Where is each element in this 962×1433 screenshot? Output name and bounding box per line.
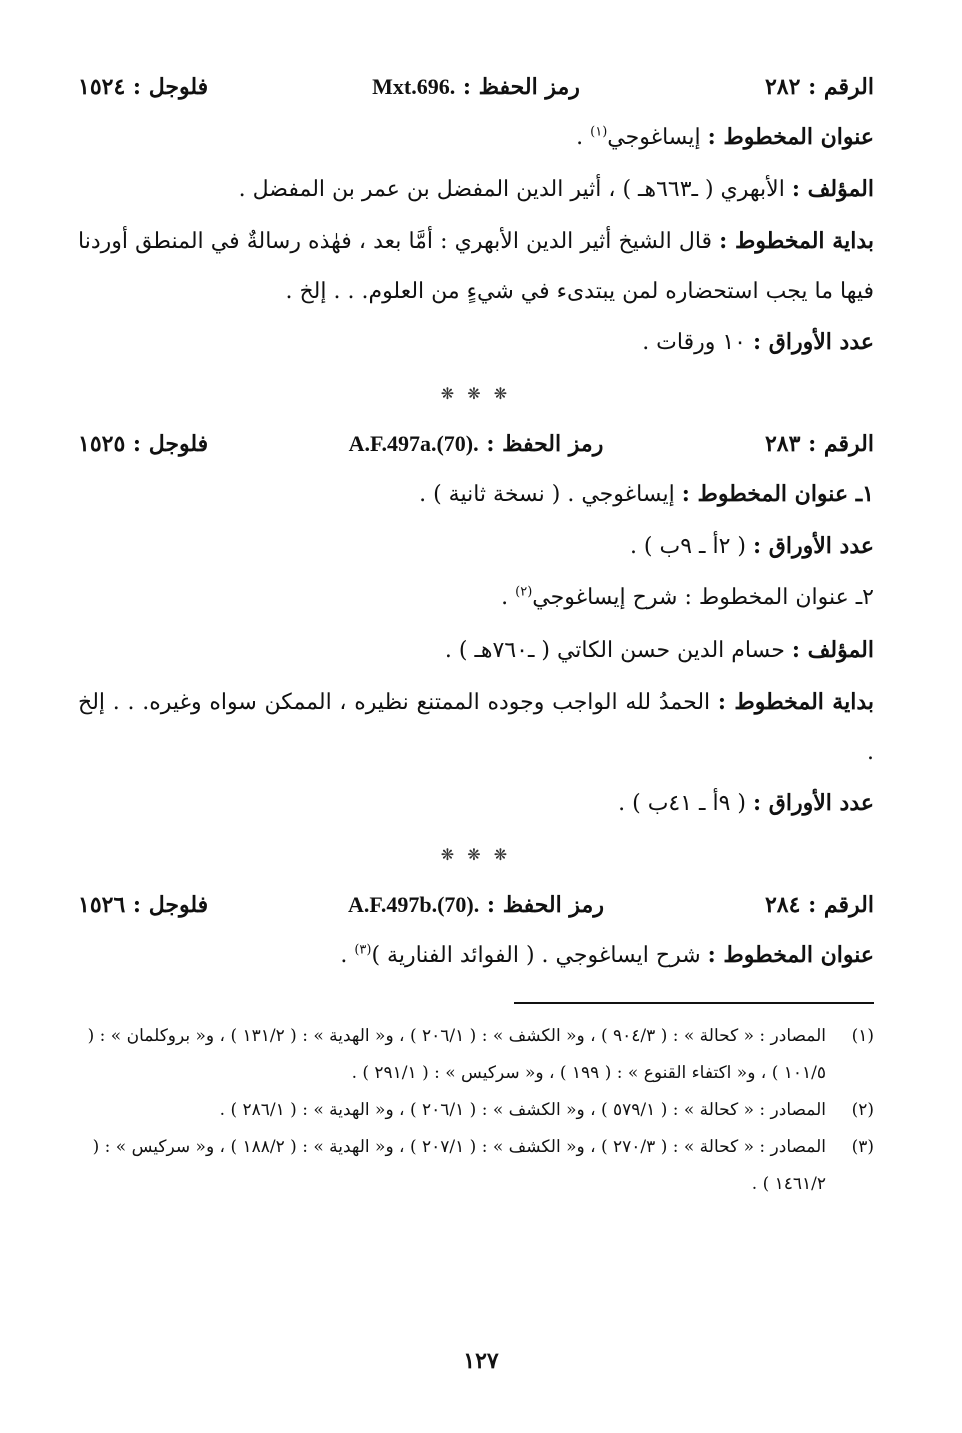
shelfmark-label: رمز الحفظ : — [486, 431, 604, 457]
entry-number: الرقم : ٢٨٢ — [764, 74, 874, 100]
page-number: ١٢٧ — [463, 1348, 499, 1374]
footnote — [78, 1092, 874, 1129]
folios-line — [78, 317, 874, 369]
entry-284 — [78, 880, 874, 982]
footnote-text: المصادر : « كحالة » : ( ٩٠٤/٣ ) ، و« الكشف » : ( ٢٠٦/١ ) ، و« الهدية » : ( ١٣١/٢ ) ، و« بروكلمان » : ( ١٠١/٥ ) ، و« اكتفاء القنوع » : ( ١٩٩ ) ، و« سركيس » : ( ٢٩١/١ ) . — [87, 1026, 826, 1083]
title-line — [78, 469, 874, 521]
footnote-text: المصادر : « كحالة » : ( ٥٧٩/١ ) ، و« الكشف » : ( ٢٠٦/١ ) ، و« الهدية » : ( ٢٨٦/١ ) . — [219, 1100, 826, 1120]
field-label: عنوان المخطوط : — [707, 942, 874, 968]
field-value: ( ٩أ ـ ٤١ب ) . — [618, 791, 746, 816]
field-value: إيساغوجي . ( نسخة ثانية ) . — [419, 482, 675, 507]
field-value: الأبهري ( ـ٦٦٣هـ ) ، أثير الدين المفضل بن عمر بن المفضل . — [238, 177, 785, 202]
flugel-number: فلوجل : ١٥٢٤ — [78, 74, 209, 100]
page-content — [78, 62, 874, 1203]
flugel-number: فلوجل : ١٥٢٥ — [78, 431, 209, 457]
field-label: بداية المخطوط : — [717, 689, 875, 715]
incipit-line — [78, 677, 874, 778]
footnote-ref: (٣) — [354, 942, 372, 958]
shelfmark — [278, 880, 674, 930]
entry-header — [78, 62, 874, 112]
footnote-number: (٣) — [851, 1137, 874, 1157]
entry-283 — [78, 419, 874, 830]
field-label: المؤلف : — [791, 637, 874, 663]
author-line — [78, 625, 874, 677]
field-value: ( ٢أ ـ ٩ب ) . — [629, 534, 746, 559]
field-label: بداية المخطوط : — [719, 228, 875, 254]
shelfmark — [278, 419, 674, 469]
section-separator: ❋ ❋ ❋ — [440, 845, 512, 864]
section-separator: ❋ ❋ ❋ — [440, 384, 512, 403]
footnote — [78, 1018, 874, 1092]
field-label: المؤلف : — [791, 176, 874, 202]
field-tail: . — [340, 943, 355, 968]
shelfmark-value: A.F.497b.(70). — [348, 892, 480, 917]
field-label: ٢ـ عنوان المخطوط : — [684, 585, 874, 610]
title-line — [78, 930, 874, 982]
entry-282 — [78, 62, 874, 369]
field-label: عدد الأوراق : — [753, 329, 874, 355]
field-label: عدد الأوراق : — [753, 533, 874, 559]
field-value: الحمدُ لله الواجب وجوده الممتنع نظيره ، الممكن سواه وغيره. . . إلخ . — [78, 690, 874, 765]
shelfmark-label: رمز الحفظ : — [462, 74, 580, 100]
entry-header — [78, 419, 874, 469]
field-value: ١٠ ورقات . — [642, 330, 746, 355]
title-line — [78, 573, 874, 625]
entry-number: الرقم : ٢٨٣ — [764, 431, 874, 457]
field-value: إيساغوجي — [607, 125, 701, 150]
footnote-number: (١) — [851, 1026, 874, 1046]
field-label: عنوان المخطوط : — [707, 124, 874, 150]
folios-line — [78, 778, 874, 830]
shelfmark-value: A.F.497a.(70). — [348, 431, 479, 456]
footnote-text: المصادر : « كحالة » : ( ٢٧٠/٣ ) ، و« الكشف » : ( ٢٠٧/١ ) ، و« الهدية » : ( ١٨٨/٢ ) ، و« سركيس » : ( ١٤٦١/٢ ) . — [92, 1137, 826, 1194]
footnote-ref: (١) — [590, 124, 608, 140]
folios-line — [78, 521, 874, 573]
footnote — [78, 1129, 874, 1203]
field-value: شرح إيساغوجي — [532, 585, 678, 610]
footnotes — [78, 1018, 874, 1203]
author-line — [78, 164, 874, 216]
field-label: عدد الأوراق : — [753, 790, 874, 816]
field-value: شرح ايساغوجي . ( الفوائد الفنارية ) — [371, 943, 701, 968]
flugel-number: فلوجل : ١٥٢٦ — [78, 892, 209, 918]
incipit-line — [78, 216, 874, 317]
footnote-divider — [514, 1002, 874, 1004]
footnote-ref: (٢) — [515, 584, 533, 600]
footnote-divider-wrap — [78, 982, 874, 1018]
shelfmark-label: رمز الحفظ : — [486, 892, 604, 918]
shelfmark — [278, 62, 674, 112]
entry-number: الرقم : ٢٨٤ — [764, 892, 874, 918]
shelfmark-value: Mxt.696. — [372, 74, 456, 99]
field-label: ١ـ عنوان المخطوط : — [681, 481, 874, 507]
field-value: قال الشيخ أثير الدين الأبهري : أمَّا بعد ، فهٰذه رسالةٌ في المنطق أوردنا فيها ما يجب استحضاره لمن يبتدىء في شيءٍ من العلوم. . . إلخ . — [78, 229, 874, 304]
field-value: حسام الدين حسن الكاتي ( ـ٧٦٠هـ ) . — [444, 638, 785, 663]
title-line — [78, 112, 874, 164]
footnote-number: (٢) — [851, 1100, 874, 1120]
field-tail: . — [501, 585, 516, 610]
entry-header — [78, 880, 874, 930]
field-tail: . — [576, 125, 591, 150]
